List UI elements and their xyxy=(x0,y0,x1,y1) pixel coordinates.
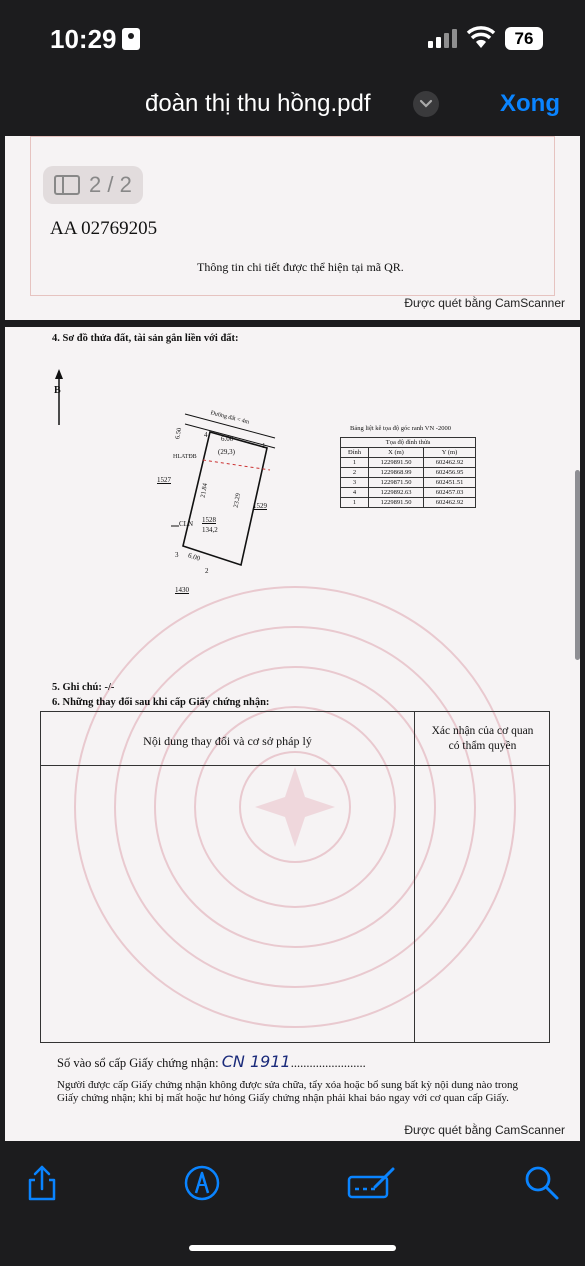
cell: 2 xyxy=(341,468,369,478)
cell: 602462.92 xyxy=(424,498,476,508)
contact-icon xyxy=(122,28,140,50)
cell: 1229868.99 xyxy=(369,468,424,478)
map-right-length: 23.29 xyxy=(232,492,243,509)
cell: 602462.92 xyxy=(424,458,476,468)
registration-dots: ........................ xyxy=(290,1056,366,1070)
map-parcel-number: 1528 xyxy=(202,516,216,524)
share-icon xyxy=(20,1161,64,1205)
signature-icon xyxy=(347,1161,397,1205)
north-arrow-icon xyxy=(51,367,67,427)
search-icon xyxy=(520,1161,564,1205)
sidebar-icon xyxy=(54,175,80,195)
registration-number xyxy=(57,1052,366,1071)
column-confirm-header xyxy=(414,724,551,754)
road-label: Đường đất < 4m xyxy=(209,410,250,426)
cell: 602451.51 xyxy=(424,478,476,488)
registration-label: Số vào sổ cấp Giấy chứng nhận: xyxy=(57,1056,219,1070)
camscanner-watermark: Được quét bằng CamScanner xyxy=(404,296,565,310)
cell: 602456.95 xyxy=(424,468,476,478)
coordinate-col-header: Đỉnh xyxy=(341,448,369,458)
qr-note: Thông tin chi tiết được thể hiện tại mã QR. xyxy=(197,260,404,274)
pdf-page-1 xyxy=(5,136,580,320)
vertex-3: 3 xyxy=(175,551,179,559)
map-width-bottom: 6.00 xyxy=(187,551,202,563)
vertex-4: 4 xyxy=(204,431,208,439)
map-land-use: CLN xyxy=(179,520,193,528)
column-divider xyxy=(414,712,415,1042)
section-5-heading: 5. Ghi chú: -/- xyxy=(52,682,115,693)
pdf-page-2 xyxy=(5,327,580,1141)
cell: 1 xyxy=(341,458,369,468)
coordinate-col-header: X (m) xyxy=(369,448,424,458)
status-bar xyxy=(0,0,585,74)
search-button[interactable] xyxy=(520,1161,564,1205)
map-width-top: 6.00 xyxy=(221,435,234,443)
coordinate-col-header: Y (m) xyxy=(424,448,476,458)
table-row xyxy=(341,478,476,488)
cell: 3 xyxy=(341,478,369,488)
signature-button[interactable] xyxy=(347,1161,397,1205)
map-area: 134,2 xyxy=(202,526,218,534)
markup-button[interactable] xyxy=(180,1161,224,1205)
neighbor-1527: 1527 xyxy=(157,476,171,484)
table-row xyxy=(341,488,476,498)
home-indicator[interactable] xyxy=(189,1245,396,1251)
coordinate-table-caption: Bảng liệt kê tọa độ góc ranh VN -2000 xyxy=(350,425,451,432)
cell: 1229891.50 xyxy=(369,458,424,468)
cell: 1 xyxy=(341,498,369,508)
land-parcel-diagram xyxy=(145,412,295,602)
document-title[interactable]: đoàn thị thu hồng.pdf xyxy=(145,90,371,117)
table-row xyxy=(341,468,476,478)
certificate-serial: AA 02769205 xyxy=(50,218,158,239)
chevron-down-icon xyxy=(419,98,433,110)
vertex-2: 2 xyxy=(205,567,209,575)
battery-indicator: 76 xyxy=(505,27,543,50)
scroll-indicator[interactable] xyxy=(575,470,580,660)
cell: 1229871.50 xyxy=(369,478,424,488)
coordinate-table xyxy=(340,437,476,508)
share-button[interactable] xyxy=(20,1161,64,1205)
cellular-signal-icon xyxy=(428,28,458,48)
page-indicator[interactable]: 2 / 2 xyxy=(43,166,143,204)
table-row xyxy=(341,458,476,468)
column-confirm-line-1: Xác nhận của cơ quan xyxy=(431,725,534,737)
title-menu-button[interactable] xyxy=(413,91,439,117)
changes-table xyxy=(40,711,550,1043)
cell: 4 xyxy=(341,488,369,498)
markup-icon xyxy=(180,1161,224,1205)
map-side-top: 6.50 xyxy=(174,427,184,440)
status-time: 10:29 xyxy=(50,24,117,54)
cell: 602457.03 xyxy=(424,488,476,498)
warning-text: Người được cấp Giấy chứng nhận không được sửa chữa, tẩy xóa hoặc bổ sung bất kỳ nội dung nào trong Giấy chứng nhận; khi bị mất hoặc hư hỏng Giấy chứng nhận phải khai báo ngay với cơ quan cấp Giấy. xyxy=(57,1079,519,1104)
column-confirm-line-2: có thẩm quyền xyxy=(448,740,517,752)
vertex-1: 1 xyxy=(262,442,266,450)
north-label: B xyxy=(54,385,61,396)
neighbor-1529: 1529 xyxy=(253,502,267,510)
map-left-length: 21.84 xyxy=(199,482,210,499)
camscanner-watermark: Được quét bằng CamScanner xyxy=(404,1123,565,1137)
column-content-header: Nội dung thay đổi và cơ sở pháp lý xyxy=(143,734,312,748)
map-area-top: (29,3) xyxy=(218,448,235,456)
table-row xyxy=(341,498,476,508)
done-button[interactable]: Xong xyxy=(500,90,560,117)
cell: 1229892.63 xyxy=(369,488,424,498)
section-4-heading: 4. Sơ đồ thửa đất, tài sản gắn liền với đất: xyxy=(52,333,239,344)
section-6-heading: 6. Những thay đổi sau khi cấp Giấy chứng nhận: xyxy=(52,697,270,708)
cell: 1229891.50 xyxy=(369,498,424,508)
coordinate-table-header: Tọa độ đỉnh thửa xyxy=(341,438,476,448)
map-setback: HLATĐB xyxy=(173,454,197,460)
registration-value: CN 1911 xyxy=(221,1052,291,1071)
wifi-icon xyxy=(466,26,496,50)
neighbor-1430: 1430 xyxy=(175,586,189,594)
